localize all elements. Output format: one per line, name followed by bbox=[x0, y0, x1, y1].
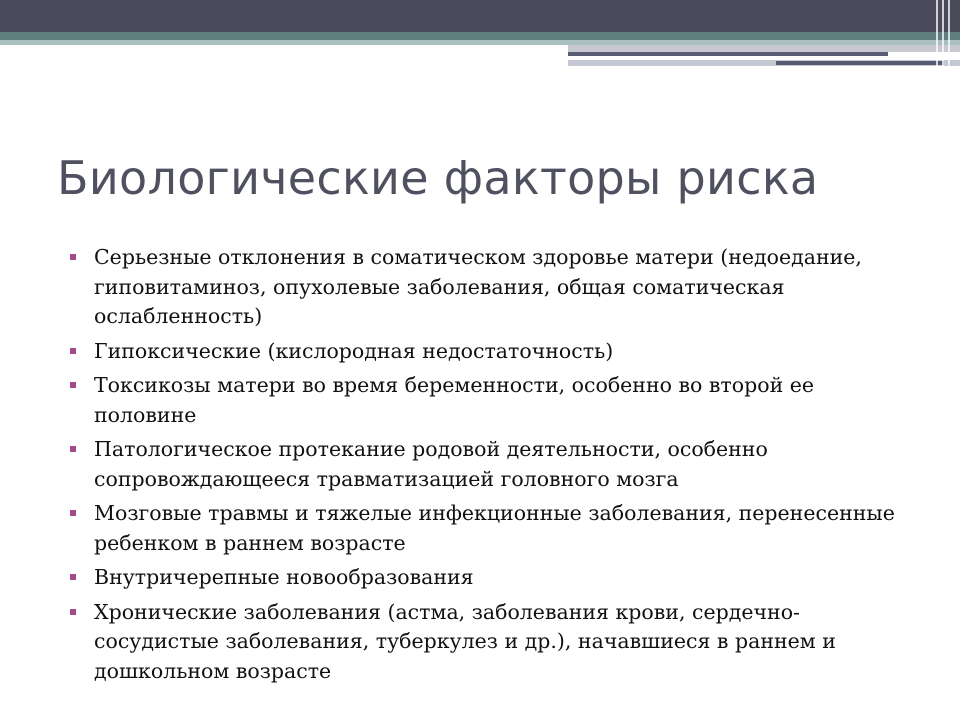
list-item bbox=[94, 435, 914, 494]
list-item bbox=[94, 243, 914, 332]
list-item bbox=[94, 563, 914, 593]
bullet-square-icon bbox=[70, 348, 76, 354]
list-item-text: Патологическое протекание родовой деятельности, особенно сопровождающееся травматизацией головного мозга bbox=[94, 437, 768, 491]
list-item-text: Гипоксические (кислородная недостаточность) bbox=[94, 338, 614, 363]
list-item bbox=[94, 598, 914, 687]
header-accent-line bbox=[568, 52, 888, 56]
list-item bbox=[94, 337, 914, 367]
bullet-square-icon bbox=[70, 609, 76, 615]
list-item bbox=[94, 499, 914, 558]
header-band-teal bbox=[0, 32, 960, 40]
list-item-text: Внутричерепные новообразования bbox=[94, 565, 474, 589]
list-item-text: Серьезные отклонения в соматическом здоровье матери (недоедание, гиповитаминоз, опухолевые заболевания, общая соматическая ослабленность) bbox=[94, 245, 862, 328]
header-band-dark bbox=[0, 0, 960, 32]
corner-stripes bbox=[932, 0, 960, 66]
list-item-text: Токсикозы матери во время беременности, особенно во второй ее половине bbox=[94, 373, 815, 427]
bullet-square-icon bbox=[70, 510, 76, 516]
list-item-text: Мозговые травмы и тяжелые инфекционные заболевания, перенесенные ребенком в раннем возрасте bbox=[94, 501, 895, 555]
bullet-list bbox=[94, 243, 914, 691]
list-item bbox=[94, 371, 914, 430]
bullet-square-icon bbox=[70, 254, 76, 260]
list-item-text: Хронические заболевания (астма, заболевания крови, сердечно-сосудистые заболевания, туберкулез и др.), начавшиеся в раннем и дошкольном возрасте bbox=[94, 599, 836, 683]
slide-title: Биологические факторы риска bbox=[57, 151, 819, 205]
bullet-square-icon bbox=[70, 382, 76, 388]
header-accent-line-lower bbox=[776, 61, 944, 65]
bullet-square-icon bbox=[70, 574, 76, 580]
header-band-gray bbox=[568, 45, 960, 52]
bullet-square-icon bbox=[70, 446, 76, 452]
